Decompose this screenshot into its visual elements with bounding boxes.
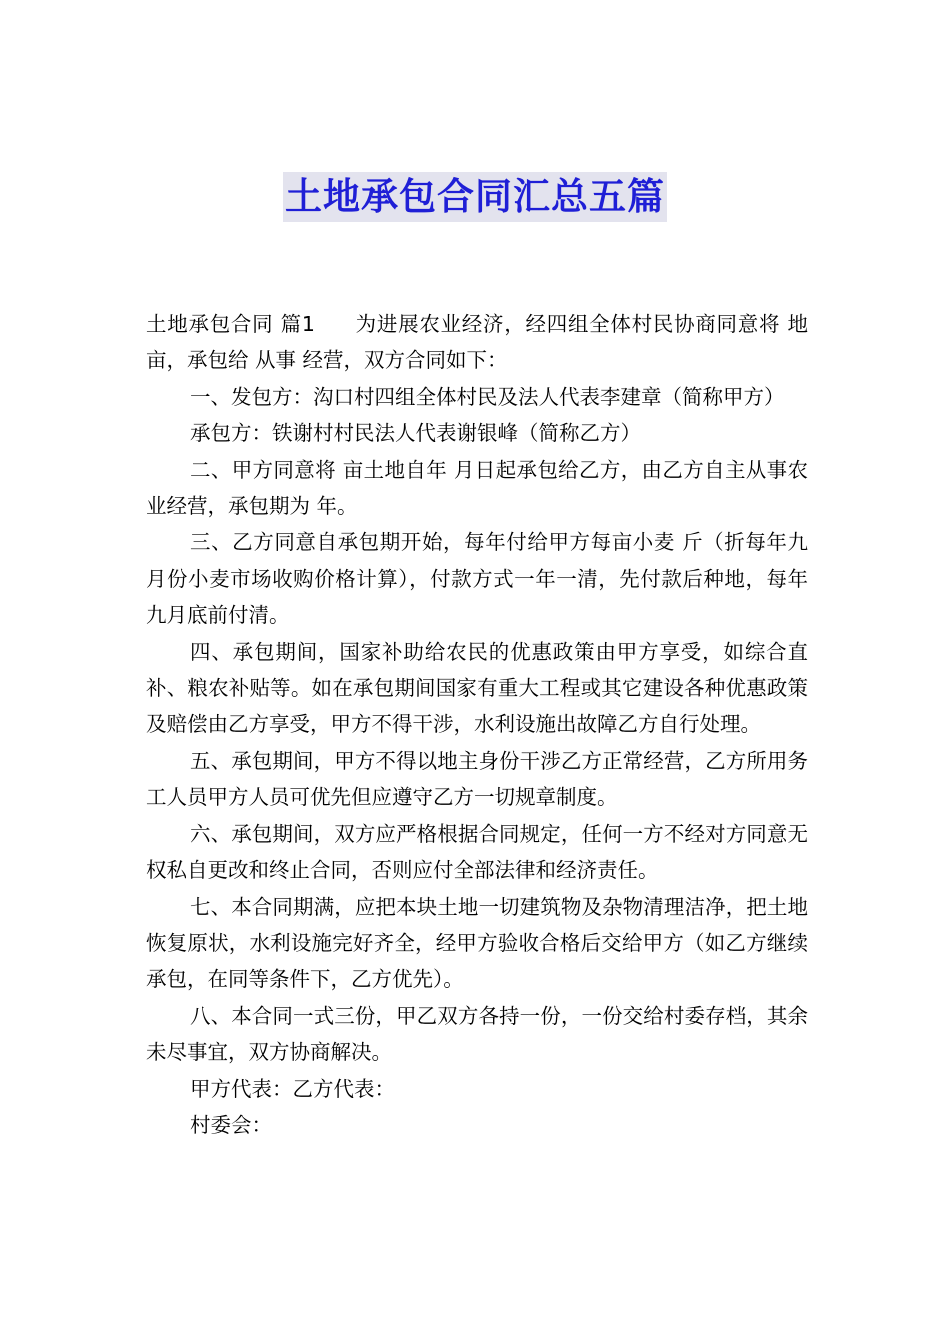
- intro-label: 土地承包合同 篇1: [146, 312, 315, 336]
- clause-party-b: 承包方：铁谢村村民法人代表谢银峰（简称乙方）: [190, 421, 641, 446]
- clause-4: 四、承包期间，国家补助给农民的优惠政策由甲方享受，如综合直补、粮农补贴等。如在承包期间国家有重大工程或其它建设各种优惠政策及赔偿由乙方享受，甲方不得干涉，水利设施出故障乙方自行处理。: [146, 639, 808, 737]
- clause-1-party-a: 一、发包方：沟口村四组全体村民及法人代表李建章（简称甲方）: [190, 384, 785, 409]
- signature-village-committee: 村委会：: [190, 1112, 272, 1137]
- clause-5: 五、承包期间，甲方不得以地主身份干涉乙方正常经营，乙方所用务工人员甲方人员可优先但应遵守乙方一切规章制度。: [146, 748, 808, 810]
- intro-text: 为进展农业经济，经四组全体村民协商同意将 地 亩，承包给 从事 经营，双方合同如下：: [146, 312, 808, 373]
- signature-representatives: 甲方代表：乙方代表：: [190, 1076, 395, 1101]
- clause-3: 三、乙方同意自承包期开始，每年付给甲方每亩小麦 斤（折每年九月份小麦市场收购价格计算），付款方式一年一清，先付款后种地，每年九月底前付清。: [146, 530, 808, 628]
- title-container: [0, 172, 950, 222]
- clause-6: 六、承包期间，双方应严格根据合同规定，任何一方不经对方同意无权私自更改和终止合同，否则应付全部法律和经济责任。: [146, 821, 808, 883]
- clause-8: 八、本合同一式三份，甲乙双方各持一份，一份交给村委存档，其余未尽事宜，双方协商解决。: [146, 1003, 808, 1065]
- clause-7: 七、本合同期满，应把本块土地一切建筑物及杂物清理洁净，把土地恢复原状，水利设施完好齐全，经甲方验收合格后交给甲方（如乙方继续承包，在同等条件下，乙方优先）。: [146, 894, 808, 992]
- document-title: 土地承包合同汇总五篇: [283, 172, 667, 222]
- clause-2: 二、甲方同意将 亩土地自年 月日起承包给乙方，由乙方自主从事农业经营，承包期为 年。: [146, 457, 808, 519]
- intro-paragraph: [146, 306, 808, 379]
- document-body: [146, 306, 808, 1143]
